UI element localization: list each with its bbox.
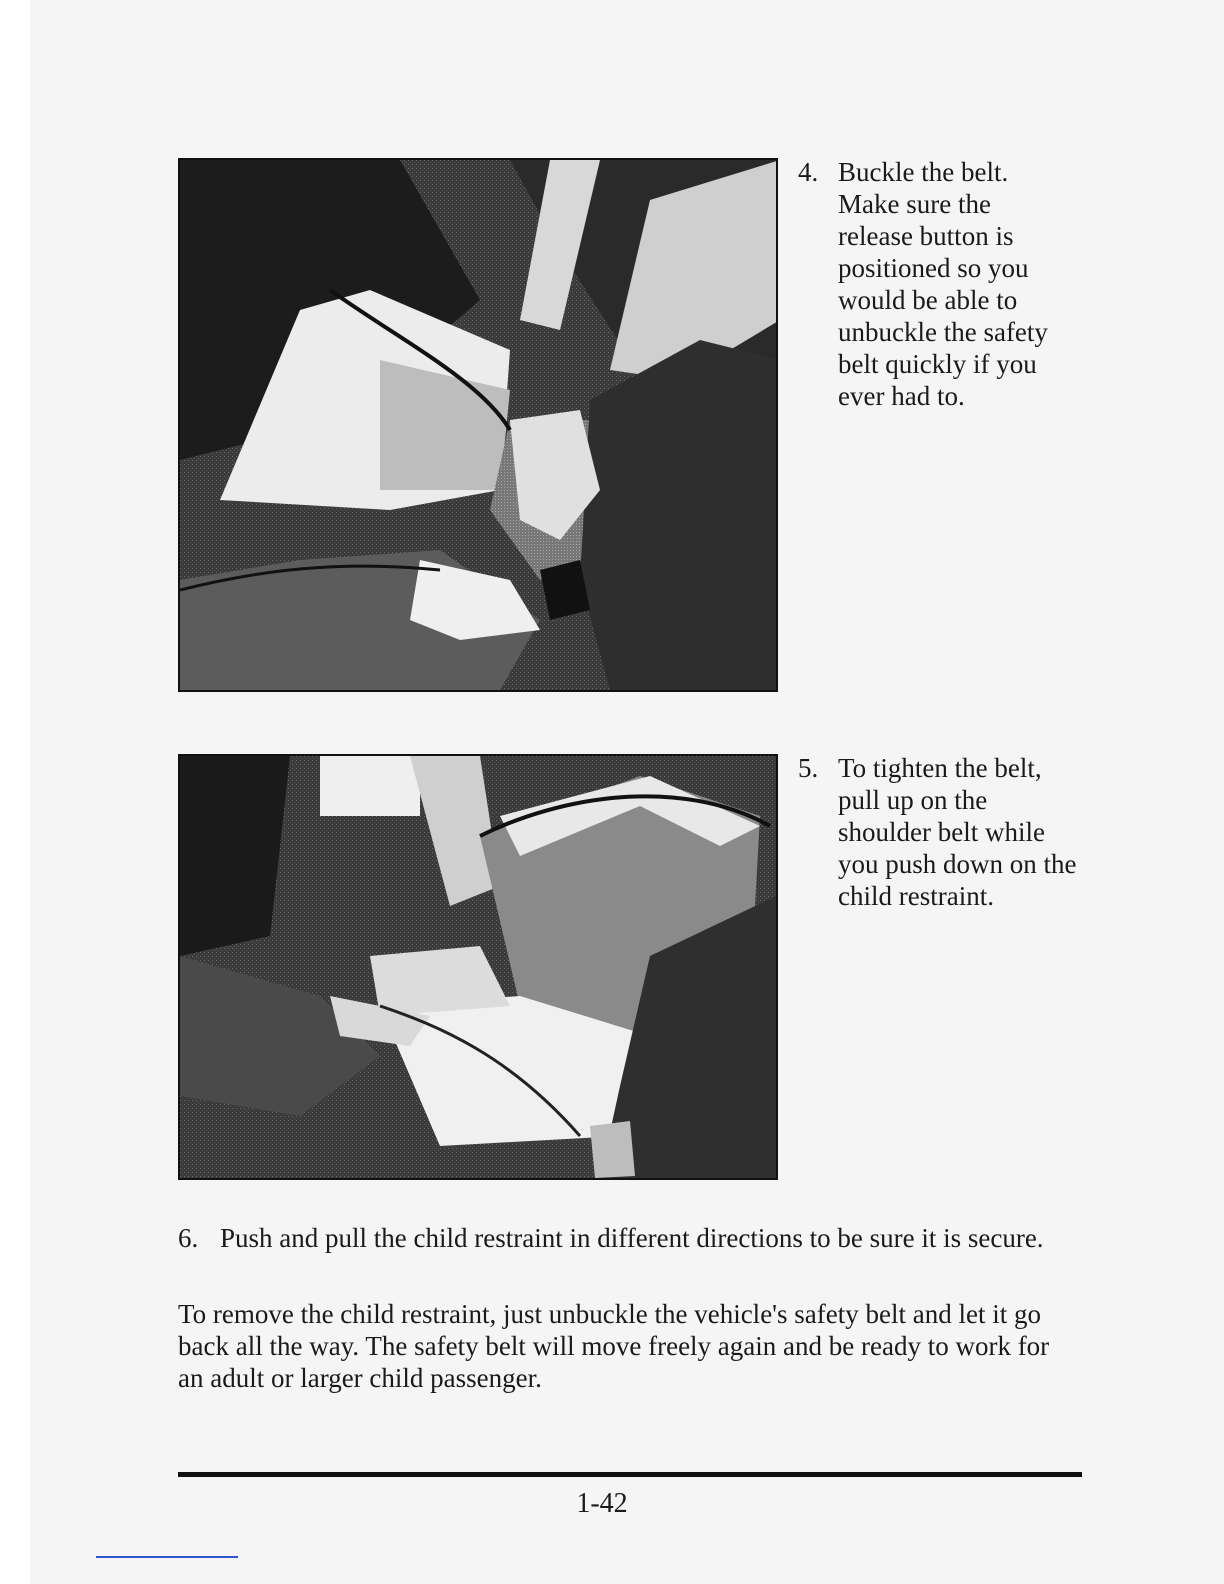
step-number: 5.: [798, 753, 819, 783]
tighten-belt-drawing: [180, 756, 776, 1178]
manual-page: [30, 0, 1224, 1584]
buckle-belt-illustration: [178, 158, 778, 692]
step-text: Push and pull the child restraint in different directions to be sure it is secure.: [220, 1223, 1044, 1253]
footer-rule: [178, 1472, 1082, 1477]
page-number: 1-42: [576, 1488, 628, 1519]
step-6: [178, 1222, 1078, 1254]
step-text: Buckle the belt. Make sure the release button is positioned so you would be able to unbuckle the safety belt quickly if you ever had to.: [838, 157, 1048, 411]
tighten-belt-illustration: [178, 754, 778, 1180]
step-number: 4.: [798, 157, 819, 187]
step-4: [798, 156, 1068, 416]
buckle-belt-drawing: [180, 160, 776, 690]
step-text: To tighten the belt, pull up on the shoulder belt while you push down on the child restraint.: [838, 753, 1077, 911]
link-underline: [96, 1556, 238, 1558]
removal-paragraph: To remove the child restraint, just unbuckle the vehicle's safety belt and let it go back all the way. The safety belt will move freely again and be ready to work for an adult or larger child passenger.: [178, 1299, 1050, 1393]
step-number: 6.: [178, 1223, 199, 1253]
step-5: [798, 752, 1078, 922]
